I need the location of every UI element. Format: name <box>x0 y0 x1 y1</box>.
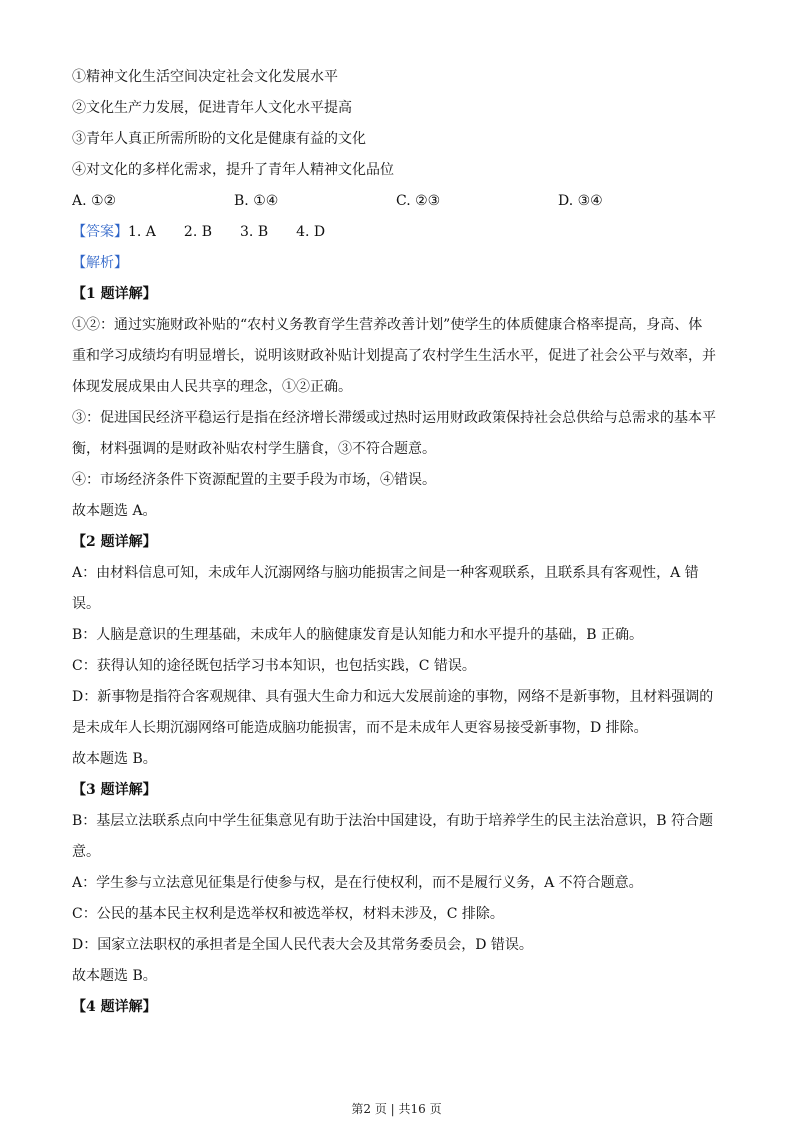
q2-line: 误。 <box>72 596 100 612</box>
q1-line: ①②：通过实施财政补贴的“农村义务教育学生营养改善计划”使学生的体质健康合格率提高，身高、体 <box>72 317 703 333</box>
option-d: D. ③④ <box>558 193 603 209</box>
q2-line: B：人脑是意识的生理基础，未成年人的脑健康发育是认知能力和水平提升的基础，B 正确。 <box>72 627 644 643</box>
q3-line: D：国家立法职权的承担者是全国人民代表大会及其常务委员会，D 错误。 <box>72 937 533 953</box>
q3-heading: 【3 题详解】 <box>72 782 157 798</box>
q1-heading: 【1 题详解】 <box>72 286 157 302</box>
answer-line <box>72 217 722 248</box>
q2-line: 是未成年人长期沉溺网络可能造成脑功能损害，而不是未成年人更容易接受新事物，D 排除。 <box>72 720 648 736</box>
option-b: B. ①④ <box>234 193 279 209</box>
analysis-tag: 【解析】 <box>72 255 128 271</box>
q2-line: D：新事物是指符合客观规律、具有强大生命力和远大发展前途的事物，网络不是新事物，且材料强调的 <box>72 689 714 705</box>
choice-4: ④对文化的多样化需求，提升了青年人精神文化品位 <box>72 162 394 178</box>
q1-conclusion: 故本题选 A。 <box>72 503 157 519</box>
choice-3: ③青年人真正所需所盼的文化是健康有益的文化 <box>72 131 366 147</box>
option-a: A. ①② <box>72 193 117 209</box>
q1-line: ③：促进国民经济平稳运行是指在经济增长滞缓或过热时运用财政政策保持社会总供给与总需求的基本平 <box>72 410 716 426</box>
q2-line: A：由材料信息可知，未成年人沉溺网络与脑功能损害之间是一种客观联系，且联系具有客观性，A 错 <box>72 565 699 581</box>
choice-2: ②文化生产力发展，促进青年人文化水平提高 <box>72 100 352 116</box>
q3-line: A：学生参与立法意见征集是行使参与权，是在行使权利，而不是履行义务，A 不符合题意。 <box>72 875 643 891</box>
option-c: C. ②③ <box>396 193 441 209</box>
q1-line: 体现发展成果由人民共享的理念，①②正确。 <box>72 379 352 395</box>
q1-line: 重和学习成绩均有明显增长，说明该财政补贴计划提高了农村学生生活水平，促进了社会公平与效率，并 <box>72 348 716 364</box>
q3-line: B：基层立法联系点向中学生征集意见有助于法治中国建设，有助于培养学生的民主法治意识，B 符合题 <box>72 813 714 829</box>
answer-values: 1. A 2. B 3. B 4. D <box>128 224 326 240</box>
q4-heading: 【4 题详解】 <box>72 999 157 1015</box>
q3-line: C：公民的基本民主权利是选举权和被选举权，材料未涉及，C 排除。 <box>72 906 504 922</box>
q3-line: 意。 <box>72 844 100 860</box>
q3-conclusion: 故本题选 B。 <box>72 968 157 984</box>
choice-1: ①精神文化生活空间决定社会文化发展水平 <box>72 69 338 85</box>
q2-conclusion: 故本题选 B。 <box>72 751 157 767</box>
options-row <box>72 186 722 217</box>
q2-line: C：获得认知的途径既包括学习书本知识，也包括实践，C 错误。 <box>72 658 476 674</box>
document-page <box>72 62 722 1023</box>
answer-tag: 【答案】 <box>72 224 128 240</box>
q1-line: 衡，材料强调的是财政补贴农村学生膳食，③不符合题意。 <box>72 441 436 457</box>
q1-line: ④：市场经济条件下资源配置的主要手段为市场，④错误。 <box>72 472 436 488</box>
q2-heading: 【2 题详解】 <box>72 534 157 550</box>
page-footer: 第2 页 | 共16 页 <box>351 1102 442 1116</box>
